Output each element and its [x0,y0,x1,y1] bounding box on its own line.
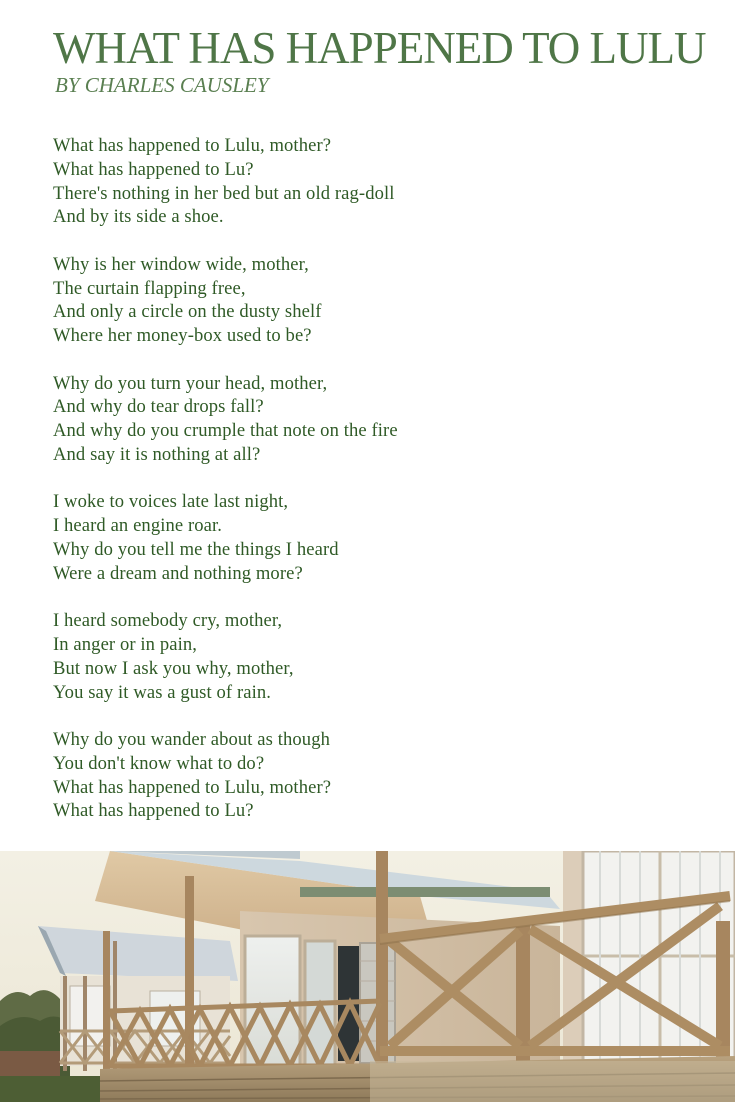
stanza [53,134,693,229]
poem-line: And by its side a shoe. [53,206,224,228]
stanza [53,490,693,585]
poem-line: The curtain flapping free, [53,277,246,299]
poem-body [53,134,693,847]
poem-line: What has happened to Lulu, mother? [53,776,332,798]
poem-line: I woke to voices late last night, [53,491,289,513]
poem-line: You say it was a gust of rain. [53,681,272,703]
stanza [53,728,693,823]
poem-line: And why do you crumple that note on the fire [53,420,398,442]
poem-title: WHAT HAS HAPPENED TO LULU [53,23,706,73]
poem-line: There's nothing in her bed but an old rag-doll [53,182,395,204]
poem-line: But now I ask you why, mother, [53,657,294,679]
poem-line: You don't know what to do? [53,752,265,774]
poem-line: And why do tear drops fall? [53,396,264,418]
poem-line: I heard somebody cry, mother, [53,610,283,632]
cabin-photo [0,851,735,1102]
cabin-illustration [0,851,735,1102]
poem-line: What has happened to Lu? [53,158,254,180]
stanza [53,609,693,704]
poem-line: And say it is nothing at all? [53,443,261,465]
poem-line: In anger or in pain, [53,633,197,655]
poem-line: Why do you wander about as though [53,728,330,750]
poem-line: What has happened to Lu? [53,800,254,822]
poem-line: Why is her window wide, mother, [53,253,309,275]
stanza [53,253,693,348]
poem-line: Were a dream and nothing more? [53,562,303,584]
poem-line: And only a circle on the dusty shelf [53,301,322,323]
poem-line: Why do you tell me the things I heard [53,538,339,560]
poem-line: What has happened to Lulu, mother? [53,135,332,156]
poem-line: Why do you turn your head, mother, [53,372,328,394]
stanza [53,372,693,467]
poem-line: I heard an engine roar. [53,515,223,537]
poem-author: BY CHARLES CAUSLEY [55,73,269,97]
poem-line: Where her money-box used to be? [53,325,312,347]
